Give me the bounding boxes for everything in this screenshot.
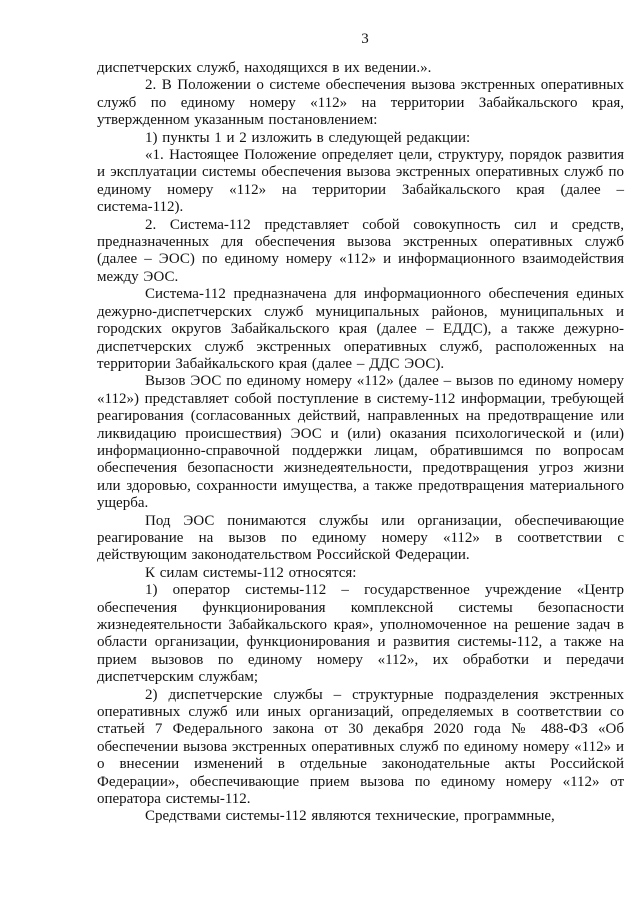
paragraph: 1) пункты 1 и 2 изложить в следующей редакции: <box>145 129 471 146</box>
page-number: 3 <box>361 31 369 47</box>
paragraph: диспетчерских служб, находящихся в их ведении.». <box>97 60 432 76</box>
paragraph: «1. Настоящее Положение определяет цели, структуру, порядок развития и эксплуатации системы обеспечения вызова экстренных оперативных служб по единому номеру «112» на территории Забайкальского края (далее – система-112). <box>97 147 624 216</box>
paragraph: Средствами системы-112 являются технические, программные, <box>145 808 555 825</box>
paragraph: Система-112 предназначена для информационного обеспечения единых дежурно-диспетчерских служб муниципальных районов, муниципальных и городских округов Забайкальского края (далее – ЕДДС), а также дежурно-диспетчерских служб экстренных оперативных служб, расположенных на территории Забайкальского края (далее – ДДС ЭОС). <box>97 286 624 372</box>
paragraph: 1) оператор системы-112 – государственное учреждение «Центр обеспечения функционирования комплексной системы безопасности жизнедеятельности Забайкальского края», уполномоченное на решение задач в области организации, функционирования и развития системы-112, а также на прием вызовов по единому номеру «112», их обработки и передачи диспетчерским службам; <box>97 582 624 686</box>
paragraph: 2. Система-112 представляет собой совокупность сил и средств, предназначенных для обеспечения вызова экстренных оперативных служб (далее – ЭОС) по единому номеру «112» и информационного взаимодействия между ЭОС. <box>97 216 624 285</box>
paragraph: 2. В Положении о системе обеспечения вызова экстренных оперативных служб по единому номеру «112» на территории Забайкальского края, утвержденном указанным постановлением: <box>97 77 624 129</box>
paragraph: 2) диспетчерские службы – структурные подразделения экстренных оперативных служб или иных организаций, определяемых в соответствии со статьей 7 Федерального закона от 30 декабря 2020 года № 488-ФЗ «Об обеспечении вызова экстренных оперативных служб по единому номеру «112» и о внесении изменений в отдельные законодательные акты Российской Федерации», обеспечивающие прием вызова по единому номеру «112» от оператора системы-112. <box>97 686 624 808</box>
document-body <box>97 60 624 826</box>
paragraph: Под ЭОС понимаются службы или организации, обеспечивающие реагирование на вызов по единому номеру «112» в соответствии с действующим законодательством Российской Федерации. <box>97 512 624 564</box>
paragraph: К силам системы-112 относятся: <box>145 564 357 581</box>
paragraph: Вызов ЭОС по единому номеру «112» (далее – вызов по единому номеру «112») представляет собой поступление в систему-112 информации, требующей реагирования (согласованных действий, направленных на предотвращение или ликвидацию происшествия) ЭОС и (или) оказания психологической и (или) информационно-справочной поддержки лицам, обратившимся по вопросам обеспечения безопасности жизнедеятельности, предотвращения угроз жизни или здоровью, сохранности имущества, а также предотвращения материального ущерба. <box>97 373 624 512</box>
